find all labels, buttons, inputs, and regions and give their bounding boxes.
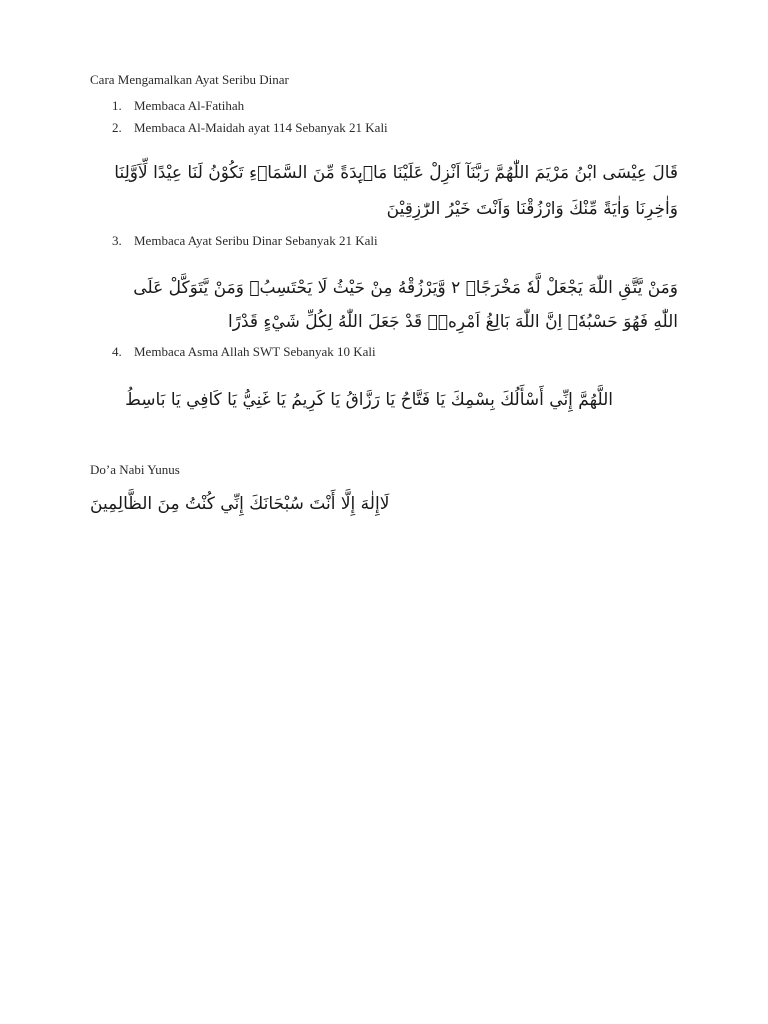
list-item-label: Membaca Al-Fatihah [134,98,245,113]
list-item [112,120,388,136]
list-number: 4. [112,344,122,359]
list-number: 3. [112,233,122,248]
list-item-label: Membaca Asma Allah SWT Sebanyak 10 Kali [134,344,376,359]
arabic-dua-line: لَاإِلٰهَ إِلَّا أَنْتَ سُبْحَانَكَ إِنِّي كُنْتُ مِنَ الظَّالِمِينَ [90,494,390,514]
list-item [112,344,376,360]
list-number: 2. [112,120,122,135]
list-item [112,233,378,249]
list-number: 1. [112,98,122,113]
list-item-label: Membaca Ayat Seribu Dinar Sebanyak 21 Kali [134,233,378,248]
page-title: Cara Mengamalkan Ayat Seribu Dinar [90,72,289,87]
arabic-verse-line: قَالَ عِيْسَى ابْنُ مَرْيَمَ اللّٰهُمَّ رَبَّنَآ اَنْزِلْ عَلَيْنَا مَاۤىِٕدَةً مِّنَ السَّمَاۤءِ تَكُوْنُ لَنَا عِيْدًا لِّاَوَّلِنَا [114,163,678,183]
arabic-verse-line: اللّٰهِ فَهُوَ حَسْبُهٗۗ اِنَّ اللّٰهَ بَالِغُ اَمْرِهٖۗ قَدْ جَعَلَ اللّٰهُ لِكُلِّ شَيْءٍ قَدْرًا [228,312,678,332]
list-item [112,98,244,114]
section-title: Do’a Nabi Yunus [90,462,180,477]
arabic-verse-line: وَمَنْ يَّتَّقِ اللّٰهَ يَجْعَلْ لَّهٗ مَخْرَجًاۙ ٢ وَّيَرْزُقْهُ مِنْ حَيْثُ لَا يَحْتَسِبُۗ وَمَنْ يَّتَوَكَّلْ عَلَى [133,278,678,298]
arabic-dua-line: اللَّهُمَّ إِنِّي أَسْأَلُكَ بِسْمِكَ يَا فَتَّاحُ يَا رَزَّاقُ يَا كَرِيمُ يَا غَنِيُّ يَا كَافِي يَا بَاسِطُ [125,390,613,410]
arabic-verse-line: وَاٰخِرِنَا وَاٰيَةً مِّنْكَ وَارْزُقْنَا وَاَنْتَ خَيْرُ الرّٰزِقِيْنَ [386,199,678,219]
list-item-label: Membaca Al-Maidah ayat 114 Sebanyak 21 Kali [134,120,388,135]
